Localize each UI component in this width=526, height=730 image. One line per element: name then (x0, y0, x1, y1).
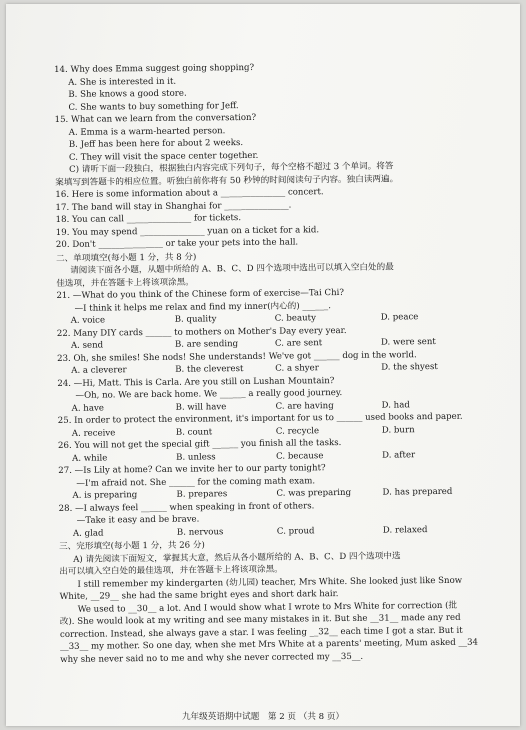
question-26-stem: 26. You will not get the special gift ______ you finish all the tasks. (57, 438, 342, 451)
section-2-intro-1: 请阅读下面各小题，从题中所给的 A、B、C、D 四个选项中选出可以填入空白处的最 (70, 262, 394, 276)
option-15c: C. They will visit the space center together. (68, 150, 259, 163)
question-15-stem: 15. What can we learn from the conversation? (54, 112, 257, 125)
sentence-19: 19. You may spend _______________ yuan on a ticket for a kid. (55, 224, 320, 238)
section-2-intro-2: 佳选项，并在答题卡上将该项涂黑。 (56, 277, 194, 289)
option-27b: B. prepares (176, 489, 228, 500)
section-3-intro-2: 出可以填入空白处的最佳选项，并在答题卡上将该项涂黑。 (59, 564, 283, 577)
option-23b: B. the cleverest (175, 364, 244, 375)
option-27d: D. has prepared (382, 486, 453, 498)
option-14b: B. She knows a good store. (68, 88, 187, 100)
option-27a: A. is preparing (72, 490, 138, 501)
question-25-stem: 25. In order to protect the environment, it's important for us to ______ used books and paper. (57, 411, 463, 426)
option-27c: C. was preparing (276, 487, 352, 499)
passage-line-5: correction. Instead, she always gave a star. I was feeling __32__ each time I got a star. But it (59, 625, 463, 640)
option-15a: A. Emma is a warm-hearted person. (68, 125, 226, 138)
question-23-stem: 23. Oh, she smiles! She nods! She understands! We've got ______ dog in the world. (57, 349, 417, 364)
option-25d: D. burn (381, 424, 415, 436)
option-21a: A. voice (70, 315, 106, 326)
passage-line-7: why she never said no to me and why she never corrected my __35__. (60, 651, 364, 665)
page-footer: 九年级英语期中试题 第 2 页 （共 8 页） (181, 712, 345, 722)
option-22d: D. were sent (380, 337, 436, 348)
option-28b: B. nervous (176, 526, 224, 538)
sentence-16: 16. Here is some information about a _______________ concert. (55, 187, 324, 200)
passage-line-4: 改). She would look at my writing and see many mistakes in it. But she __31__ made any red (59, 612, 461, 627)
option-24c: C. are having (275, 400, 334, 412)
option-22a: A. send (70, 340, 104, 351)
passage-line-6: __33__ my mother. So one day, when she met Mrs White at a parents' meeting, Mum asked __34 (60, 637, 479, 652)
question-21-stem-2: —I think it helps me relax and find my inner(内心的) ______. (74, 300, 331, 314)
option-28c: C. proud (276, 525, 315, 537)
exam-page (6, 4, 520, 726)
option-22b: B. are sending (174, 339, 239, 350)
option-25b: B. count (175, 426, 213, 438)
option-26b: B. unless (176, 451, 216, 463)
option-28a: A. glad (72, 528, 104, 539)
option-24d: D. had (381, 399, 410, 411)
question-28-stem: 28. —I always feel ______ when speaking in front of others. (58, 500, 315, 514)
question-24-stem: 24. —Hi, Matt. This is Carla. Are you still on Lushan Mountain? (57, 375, 335, 389)
option-21b: B. quality (174, 314, 217, 325)
option-25a: A. receive (71, 427, 116, 439)
part-c-intro-2: 案填写到答题卡的相应位置。听独白前你将有 50 秒钟的时间阅读句子内容。独白读两遍。 (55, 173, 399, 188)
sentence-20: 20. Don't _______________ or take your pets into the hall. (55, 237, 299, 250)
question-27-stem-2: —I'm afraid not. She ______ for the coming math exam. (76, 475, 316, 489)
option-14c: C. She wants to buy something for Jeff. (68, 100, 239, 113)
option-24a: A. have (71, 402, 104, 414)
question-14-stem: 14. Why does Emma suggest going shopping? (54, 62, 255, 75)
option-24b: B. will have (175, 401, 227, 413)
option-25c: C. recycle (275, 425, 320, 437)
sentence-17: 17. The band will stay in Shanghai for _______________. (55, 200, 292, 213)
option-23d: D. the shyest (381, 361, 438, 373)
option-26d: D. after (382, 449, 416, 461)
option-23c: C. a shyer (275, 363, 319, 374)
option-28d: D. relaxed (382, 524, 428, 536)
section-2-header: 二、单项填空(每小题 1 分，共 8 分) (55, 252, 197, 264)
question-24-stem-2: —Oh, no. We are back home. We ______ a really good journey. (75, 387, 343, 401)
option-21c: C. beauty (274, 313, 317, 324)
question-28-stem-2: —Take it easy and be brave. (76, 514, 200, 526)
passage-line-3: We used to __30__ a lot. And I would show what I wrote to Mrs White for correction (批 (77, 600, 458, 615)
option-23a: A. a cleverer (71, 365, 127, 376)
passage-line-2: White, __29__ she had the same bright eyes and short dark hair. (59, 589, 339, 602)
option-22c: C. are sent (274, 338, 323, 349)
exam-content (54, 59, 490, 665)
option-26c: C. because (276, 450, 324, 462)
sentence-18: 18. You can call _______________ for tickets. (55, 213, 242, 225)
section-3-header: 三、完形填空(每小题 1 分，共 26 分) (59, 540, 205, 552)
section-3-intro-1: A) 请先阅读下面短文，掌握其大意，然后从各小题所给的 A、B、C、D 四个选项中选 (73, 550, 401, 565)
option-14a: A. She is interested in it. (68, 76, 177, 88)
question-27-stem: 27. —Is Lily at home? Can we invite her to our party tonight? (58, 463, 326, 476)
question-22-stem: 22. Many DIY cards ______ to mothers on Mother's Day every year. (56, 325, 347, 339)
question-21-stem: 21. —What do you think of the Chinese form of exercise—Tai Chi? (56, 287, 344, 301)
passage-line-1: I still remember my kindergarten (幼儿园) teacher, Mrs White. She looked just like Snow (77, 575, 463, 590)
option-21d: D. peace (380, 312, 419, 323)
part-c-intro-1: C) 请听下面一段独白，根据独白内容完成下列句子，每个空格不超过 3 个单词。将答 (69, 161, 394, 175)
option-15b: B. Jeff has been here for about 2 weeks. (68, 138, 244, 150)
option-26a: A. while (72, 452, 108, 464)
